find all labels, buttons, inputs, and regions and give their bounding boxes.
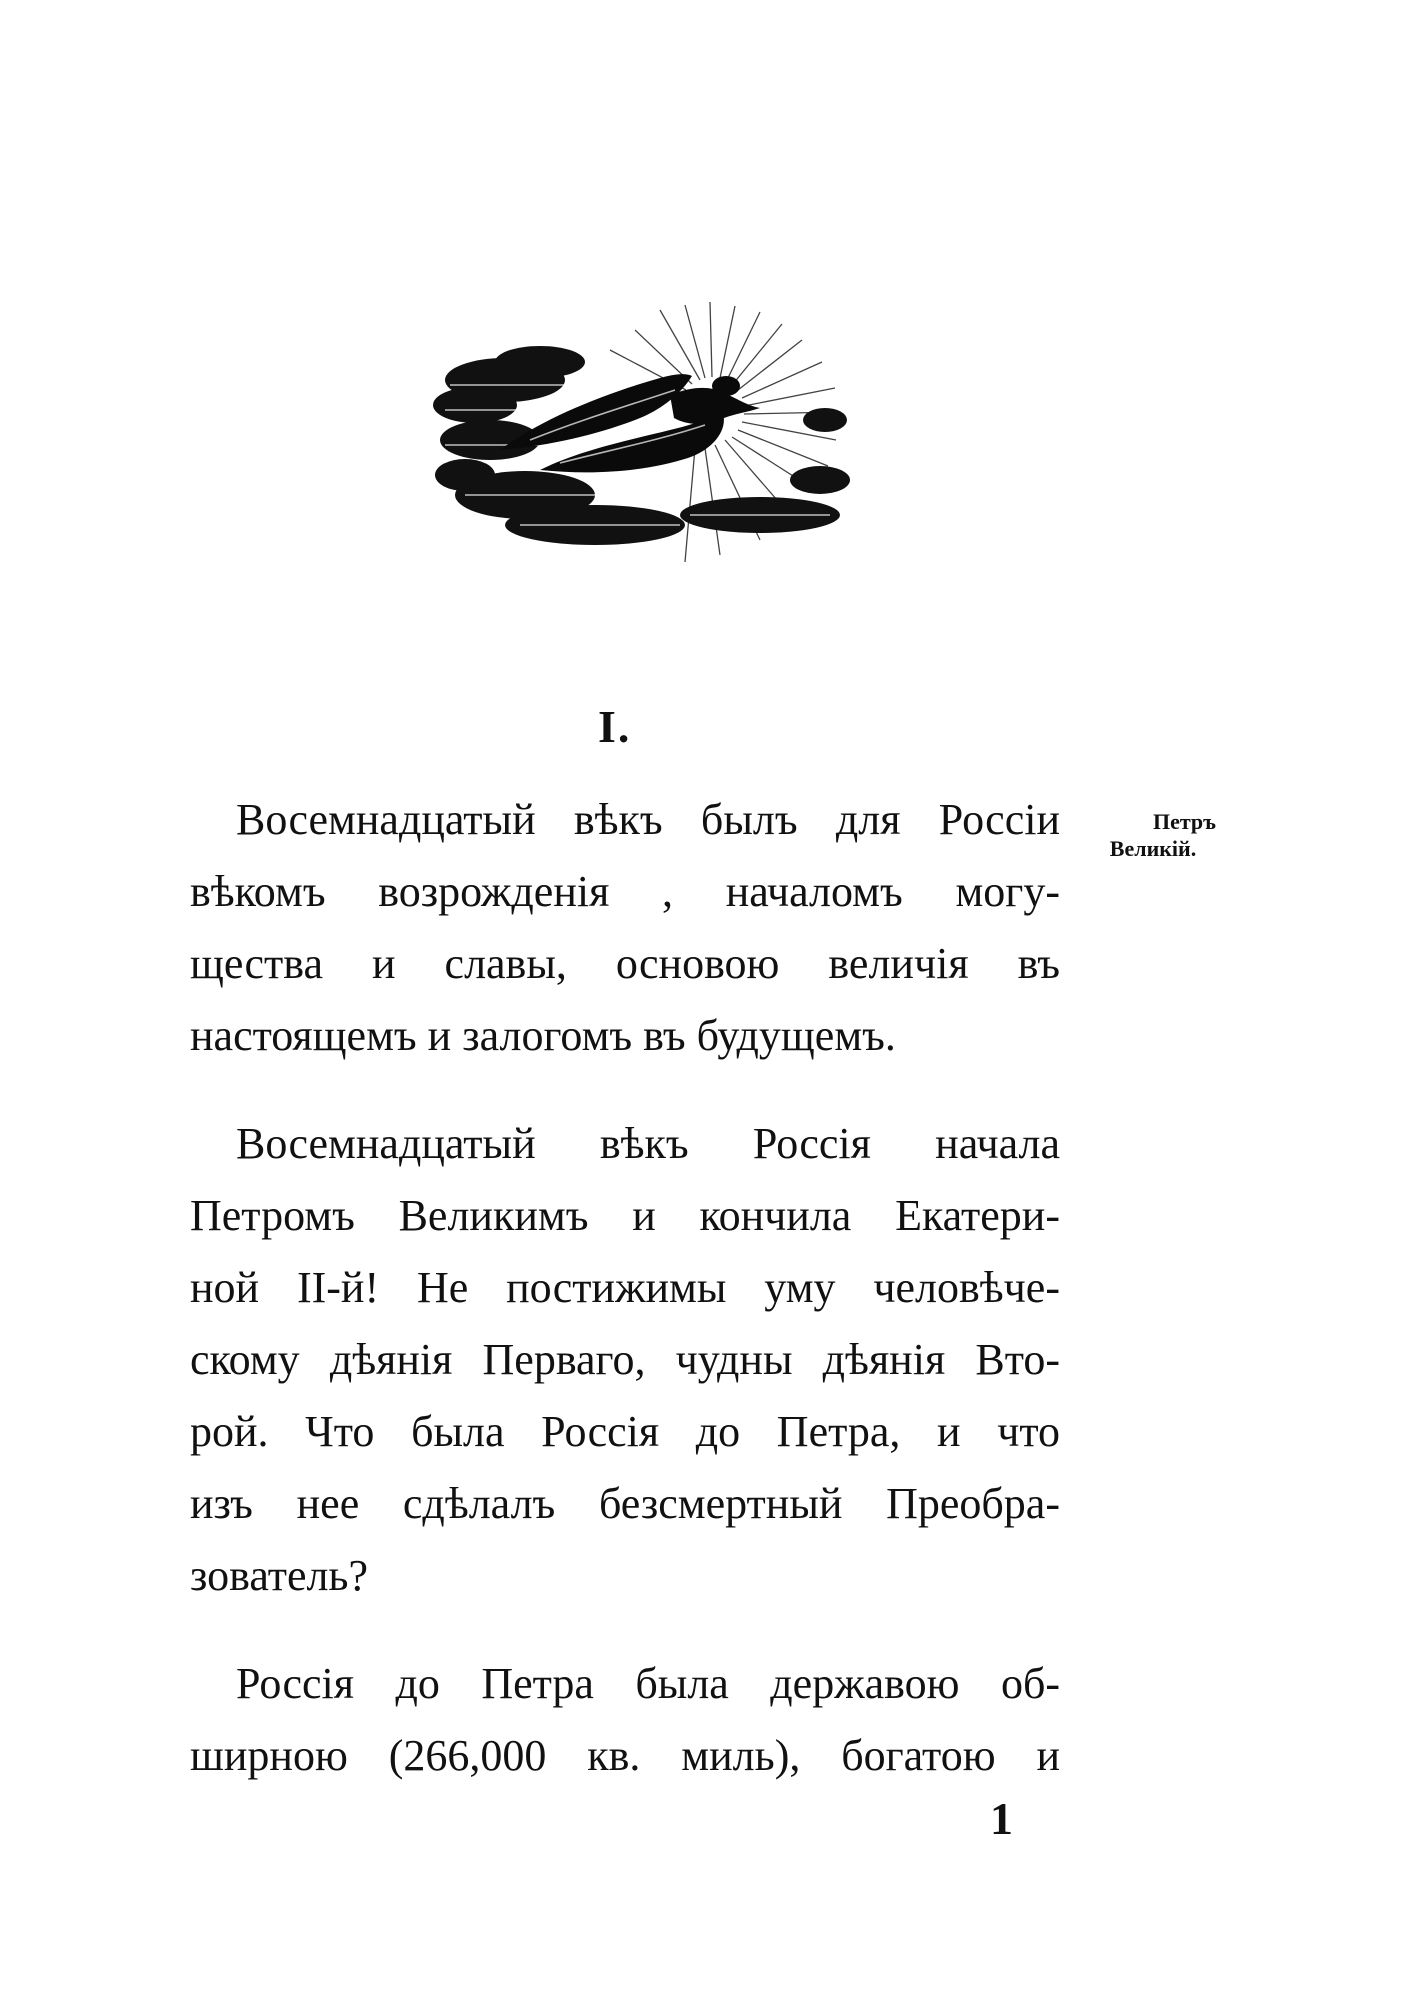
text-line: изъ нее сдѣлалъ безсмертный Преобра- [190,1479,1060,1528]
text-line: зователь? [190,1551,369,1600]
text-line: Петромъ Великимъ и кончила Екатери- [190,1191,1060,1240]
margin-note [1078,808,1228,862]
text-line: щества и славы, основою величія въ [190,939,1060,988]
text-line: ной II-й! Не постижимы уму человѣче- [190,1263,1060,1312]
text-line: рой. Что была Россія до Петра, и что [190,1407,1060,1456]
margin-note-line: Петръ [1152,809,1216,834]
page-number: 1 [990,1793,1013,1844]
text-line: вѣкомъ возрожденія , началомъ могу- [190,867,1060,916]
text-line: скому дѣянія Перваго, чудны дѣянія Вто- [190,1335,1060,1384]
eagle-vignette-illustration [430,300,860,570]
text-line: Восемнадцатый вѣкъ былъ для Россіи [236,795,1060,844]
margin-note-line: Великій. [1109,836,1197,861]
text-line: Россія до Петра была державою об- [236,1659,1060,1708]
chapter-number: I. [598,701,632,752]
text-line: настоящемъ и залогомъ въ будущемъ. [190,1011,896,1060]
text-line: ширною (266,000 кв. миль), богатою и [190,1731,1060,1780]
text-line: Восемнадцатый вѣкъ Россія начала [236,1119,1060,1168]
